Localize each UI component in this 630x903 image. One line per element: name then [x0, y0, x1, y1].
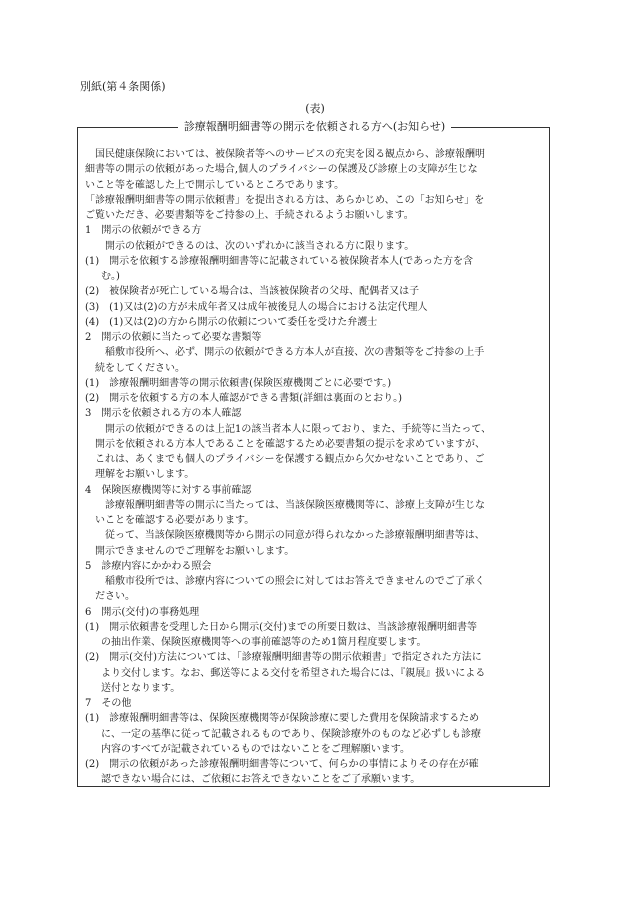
notice-content	[85, 147, 542, 788]
list-item: (3) (1)又は(2)の方が未成年者又は成年被後見人の場合における法定代理人	[85, 301, 428, 313]
body-line: 理解をお願いします。	[95, 469, 195, 481]
list-item: (1) 診療報酬明細書等は、保険医療機関等が保険診療に要した費用を保険請求するため	[85, 713, 480, 725]
section-heading: 3 開示を依頼される方の本人確認	[85, 408, 242, 420]
body-line: 稲敷市役所へ、必ず、開示の依頼ができる方本人が直接、次の書類等をご持参の上手	[105, 347, 485, 359]
list-item-cont: の抽出作業、保険医療機関等への事前確認等のため1箇月程度要します。	[101, 637, 427, 648]
list-item: (2) 開示の依頼があった診療報酬明細書等について、何らかの事情によりその存在が確	[85, 759, 479, 770]
body-line: 稲敷市役所では、診療内容についての照会に対してはお答えできませんのでご了承く	[105, 576, 485, 587]
body-line: いことを確認する必要があります。	[95, 515, 255, 526]
body-line: 従って、当該保険医療機関等から開示の同意が得られなかった診療報酬明細書等は、	[105, 530, 485, 542]
form-side-label: (表)	[305, 102, 325, 115]
intro-line: いこと等を確認した上で開示しているところであります。	[85, 179, 345, 191]
body-line: 続をしてください。	[95, 362, 185, 374]
intro-line: ご覧いただき、必要書類等をご持参の上、手続されるようお願いします。	[85, 210, 414, 221]
list-item: (2) 開示を依頼する方の本人確認ができる書類(詳細は裏面のとおり。)	[85, 393, 402, 404]
list-item: (1) 開示依頼書を受理した日から開示(交付)までの所要日数は、当該診療報酬明細書等	[85, 621, 477, 633]
section-heading: 4 保険医療機関等に対する事前確認	[85, 484, 252, 496]
list-item: (2) 開示(交付)方法については、「診療報酬明細書等の開示依頼書」で指定された方法に	[85, 652, 482, 664]
body-line: 開示できませんのでご理解をお願いします。	[95, 545, 295, 557]
section-heading: 1 開示の依頼ができる方	[85, 225, 202, 237]
list-item-cont: む。)	[101, 271, 120, 282]
intro-line: 細書等の開示の依頼があった場合,個人のプライバシーの保護及び診療上の支障が生じな	[85, 164, 478, 176]
body-line: 開示の依頼ができるのは上記1の該当者本人に限っており、また、手続等に当たって、	[105, 423, 492, 435]
intro-line: 国民健康保険においては、被保険者等へのサービスの充実を図る観点から、診療報酬明	[95, 149, 485, 160]
body-line: 開示の依頼ができるのは、次のいずれかに該当される方に限ります。	[105, 240, 415, 252]
body-line: 診療報酬明細書等の開示に当たっては、当該保険医療機関等に、診療上支障が生じな	[105, 499, 485, 511]
section-heading: 5 診療内容にかかわる照会	[85, 560, 212, 572]
intro-line: 「診療報酬明細書等の開示依頼書」を提出される方は、あらかじめ、この「お知らせ」を	[85, 194, 485, 206]
list-item: (1) 診療報酬明細書等の開示依頼書(保険医療機関ごとに必要です。)	[85, 377, 392, 389]
body-line: 開示を依頼される方本人であることを確認するため必要書類の提示を求めていますが、	[95, 438, 485, 450]
list-item: (2) 被保険者が死亡している場合は、当該被保険者の父母、配偶者又は子	[85, 286, 420, 298]
list-item-cont: 内容のすべてが記載されているものではないことをご理解願います。	[101, 743, 410, 755]
list-item-cont: に、一定の基準に従って記載されるものであり、保険診療外のものなど必ずしも診療	[101, 728, 481, 740]
list-item-cont: 認できない場合には、ご依頼にお答えできないことをご了承願います。	[101, 774, 421, 786]
attachment-label: 別紙(第４条関係)	[80, 80, 166, 93]
notice-box	[77, 120, 550, 787]
body-line: ださい。	[95, 591, 135, 603]
section-heading: 7 その他	[85, 698, 132, 709]
list-item: (4) (1)又は(2)の方から開示の依頼について委任を受けた弁護士	[85, 316, 378, 328]
list-item: (1) 開示を依頼する診療報酬明細書等に記載されている被保険者本人(であった方を含	[85, 255, 473, 267]
section-heading: 2 開示の依頼に当たって必要な書類等	[85, 332, 262, 343]
section-heading: 6 開示(交付)の事務処理	[85, 606, 200, 618]
list-item-cont: 送付となります。	[101, 682, 181, 694]
notice-title-text: 診療報酬明細書等の開示を依頼される方へ(お知らせ)	[178, 120, 451, 133]
list-item-cont: より交付します。なお、郵送等による交付を希望された場合には、『親展』扱いによる	[101, 667, 486, 679]
notice-title	[78, 119, 551, 135]
body-line: これは、あくまでも個人のプライバシーを保護する観点から欠かせないことであり、ご	[95, 454, 485, 465]
